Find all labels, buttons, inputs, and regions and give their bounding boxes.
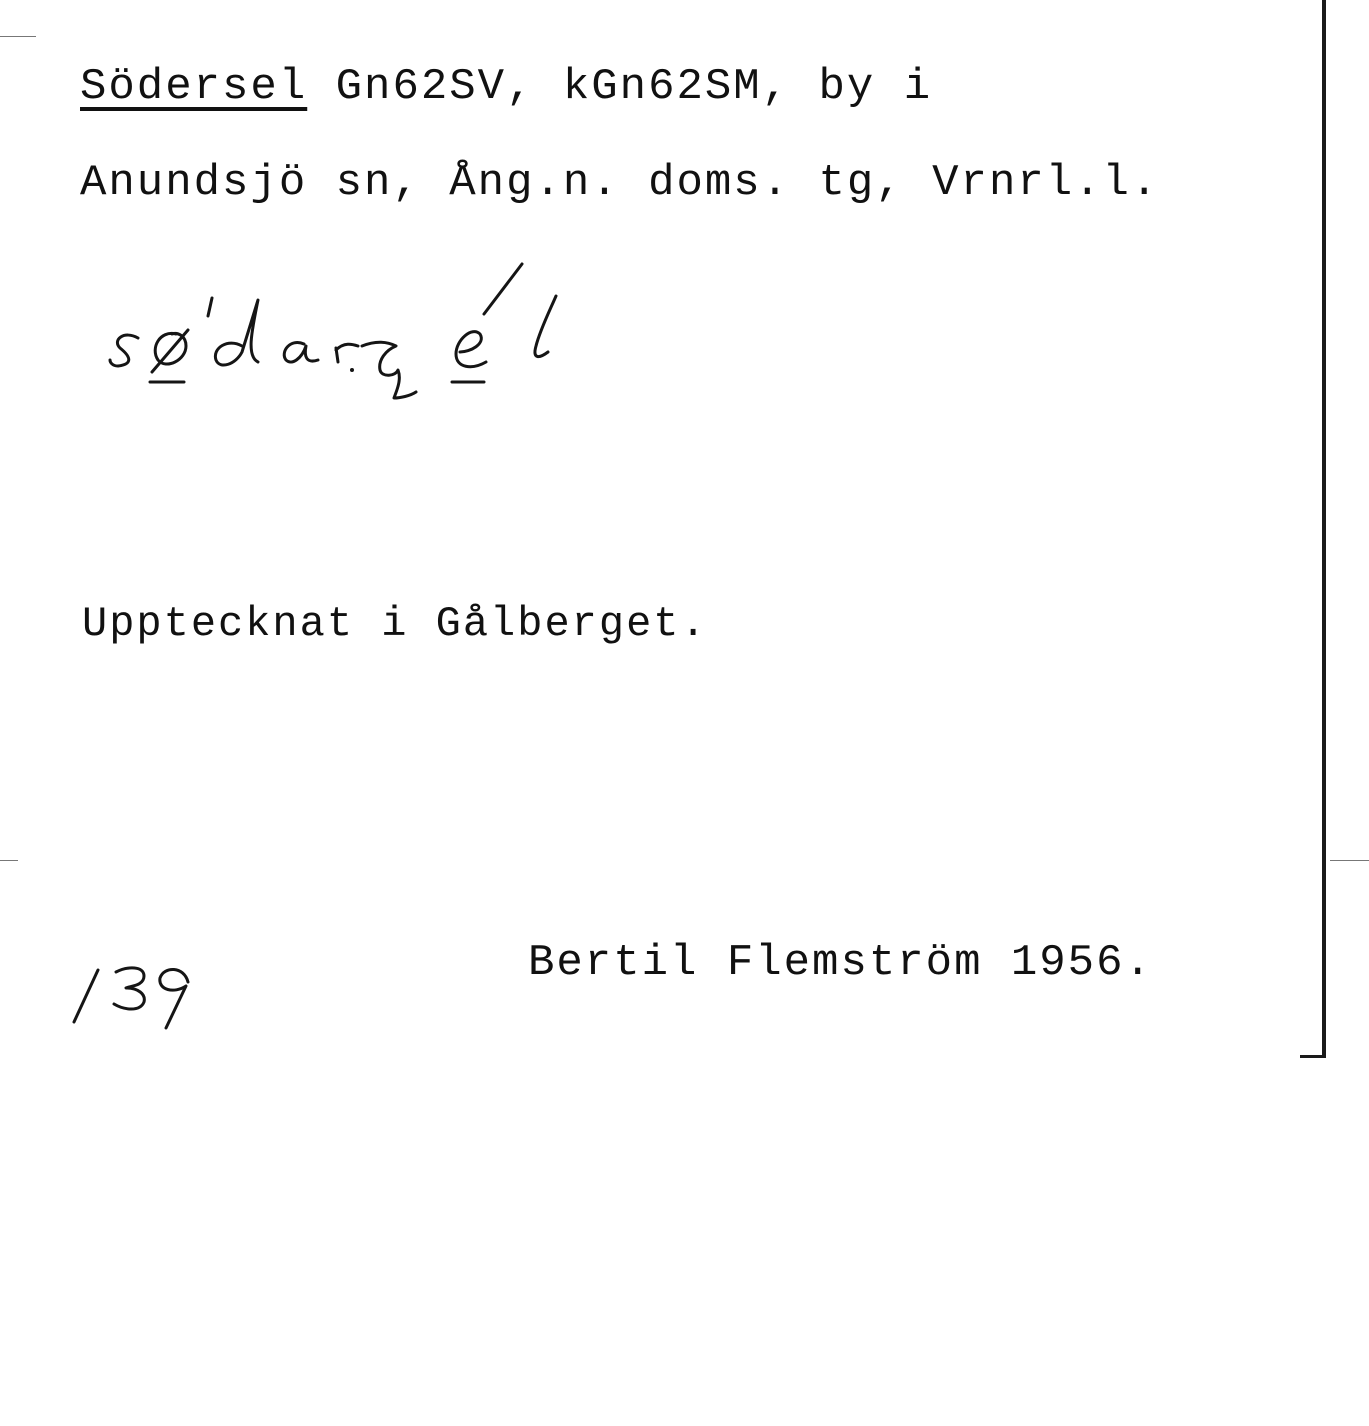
signature: Bertil Flemström 1956. bbox=[528, 938, 1153, 988]
handwritten-pronunciation bbox=[110, 264, 556, 398]
handwritten-card-number bbox=[74, 968, 188, 1028]
scan-mark bbox=[1330, 860, 1369, 861]
entry-line-2: Anundsjö sn, Ång.n. doms. tg, Vrnrl.l. bbox=[80, 158, 1160, 208]
headword: Södersel bbox=[80, 62, 308, 112]
grid-reference: Gn62SV, kGn62SM, by i bbox=[307, 62, 933, 112]
card-border-foot bbox=[1300, 1055, 1326, 1058]
scan-mark bbox=[0, 860, 18, 861]
card-right-border bbox=[1322, 0, 1326, 1058]
scan-mark bbox=[0, 36, 36, 37]
entry-line-1 bbox=[80, 62, 932, 112]
recorded-note: Upptecknat i Gålberget. bbox=[82, 600, 708, 648]
